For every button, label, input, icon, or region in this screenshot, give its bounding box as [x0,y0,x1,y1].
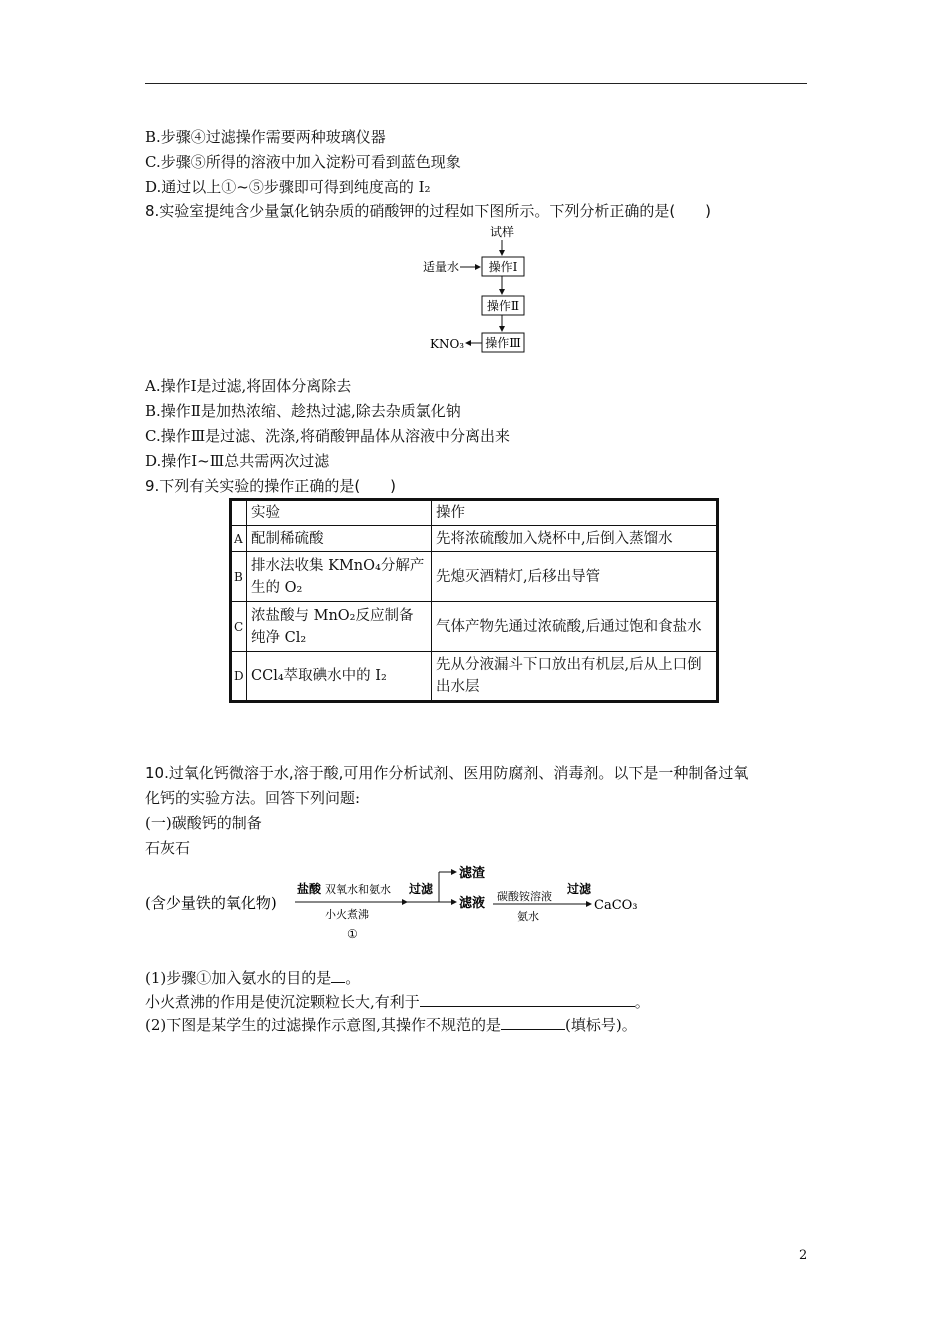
sub2-end: (填标号)。 [565,1016,637,1034]
table-header-row [231,500,718,526]
flow-product: CaCO₃ [594,898,638,913]
table-row [231,526,718,552]
q8-stem: 8.实验室提纯含少量氯化钠杂质的硝酸钾的过程如下图所示。下列分析正确的是( ) [145,202,712,220]
table-row [231,552,718,602]
diagram-box-3-label: 操作Ⅲ [485,336,521,350]
q9-stem: 9.下列有关实验的操作正确的是( ) [145,477,397,495]
q8-option-b: B.操作Ⅱ是加热浓缩、趁热过滤,除去杂质氯化钠 [145,402,461,420]
q10-flowchart [145,856,665,946]
diagram-box-2-label: 操作Ⅱ [486,299,520,313]
table-row [231,652,718,702]
row-operation: 先将浓硫酸加入烧杯中,后倒入蒸馏水 [432,526,718,552]
sub1-a-end: 。 [345,969,361,987]
sub1-b-text: 小火煮沸的作用是使沉淀颗粒长大,有利于 [145,993,420,1011]
flow-reagent1-top: 盐酸 [297,882,322,896]
page-number: 2 [799,1248,808,1263]
header-rule [145,83,807,84]
sub1-b-end: 。 [634,993,650,1011]
row-experiment: CCl₄萃取碘水中的 I₂ [247,652,432,702]
row-experiment: 浓盐酸与 MnO₂反应制备纯净 Cl₂ [247,602,432,652]
answer-blank[interactable] [420,990,635,1007]
row-experiment: 排水法收集 KMnO₄分解产生的 O₂ [247,552,432,602]
q8-process-diagram [420,222,540,358]
flow-reagent2-top: 碳酸铵溶液 [497,890,552,903]
row-experiment: 配制稀硫酸 [247,526,432,552]
row-key: D [231,652,247,702]
q10-material: 石灰石 [145,839,191,857]
q8-option-c: C.操作Ⅲ是过滤、洗涤,将硝酸钾晶体从溶液中分离出来 [145,427,510,445]
flow-step-mark: ① [347,927,358,941]
flow-filtrate: 滤液 [459,896,486,911]
diagram-top-label: 试样 [489,225,515,239]
flow-reagent1-top2: 双氧水和氨水 [325,883,391,896]
diagram-left-label: 适量水 [423,260,460,274]
q7-option-c: C.步骤⑤所得的溶液中加入淀粉可看到蓝色现象 [145,153,461,171]
q10-sub1-b [145,990,650,1012]
table-header-experiment: 实验 [247,500,432,526]
flow-reagent1-bottom: 小火煮沸 [325,908,369,921]
q10-stem-line2: 化钙的实验方法。回答下列问题: [145,789,361,807]
row-operation: 先从分液漏斗下口放出有机层,后从上口倒出水层 [432,652,718,702]
sub1-a-text: (1)步骤①加入氨水的目的是 [145,969,332,987]
q7-option-d: D.通过以上①~⑤步骤即可得到纯度高的 I₂ [145,178,431,196]
diagram-output-label: KNO₃ [430,337,465,351]
row-operation: 气体产物先通过浓硫酸,后通过饱和食盐水 [432,602,718,652]
q10-sub1-a [145,966,360,988]
row-key: C [231,602,247,652]
flow-start: (含少量铁的氧化物) [145,894,277,912]
row-operation: 先熄灭酒精灯,后移出导管 [432,552,718,602]
row-key: A [231,526,247,552]
row-key: B [231,552,247,602]
table-header-key [231,500,247,526]
table-header-operation: 操作 [432,500,718,526]
answer-blank[interactable] [501,1013,565,1030]
flow-filter1: 过滤 [409,882,434,896]
q8-option-d: D.操作Ⅰ~Ⅲ总共需两次过滤 [145,452,330,470]
table-row [231,602,718,652]
q10-part1-title: (一)碳酸钙的制备 [145,814,262,832]
answer-blank[interactable] [331,966,345,983]
flow-residue: 滤渣 [459,866,486,881]
sub2-text: (2)下图是某学生的过滤操作示意图,其操作不规范的是 [145,1016,502,1034]
q7-option-b: B.步骤④过滤操作需要两种玻璃仪器 [145,128,386,146]
q10-stem-line1: 10.过氧化钙微溶于水,溶于酸,可用作分析试剂、医用防腐剂、消毒剂。以下是一种制备过氧 [145,764,749,782]
q8-option-a: A.操作Ⅰ是过滤,将固体分离除去 [145,377,352,395]
flow-filter2: 过滤 [567,882,592,896]
diagram-box-1-label: 操作Ⅰ [488,260,518,274]
q10-sub2 [145,1013,637,1035]
q9-table [229,498,719,703]
flow-reagent2-bottom: 氨水 [517,910,539,923]
